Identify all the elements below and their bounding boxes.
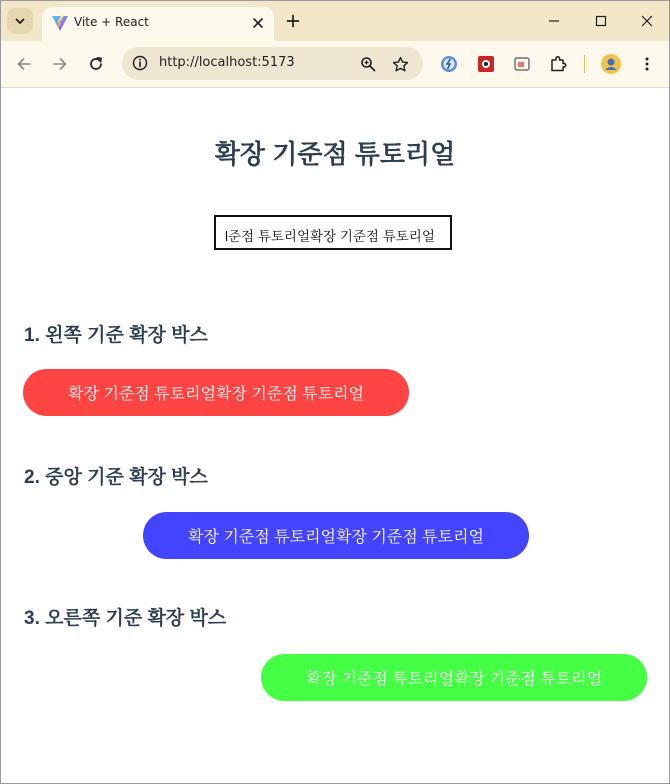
forward-arrow-icon [52,56,68,72]
extensions-puzzle-icon [548,54,568,74]
maximize-button[interactable] [589,9,613,33]
browser-toolbar [1,41,669,88]
site-info-button[interactable] [130,53,150,73]
site-info-icon [132,55,148,71]
more-menu-button[interactable] [636,53,658,75]
vite-logo-icon [51,14,69,32]
marquee-box [214,215,452,250]
extensions-button[interactable] [547,53,569,75]
section-heading-left: 1. 왼쪽 기준 확장 박스 [24,325,208,346]
zoom-icon [360,56,376,72]
minimize-button[interactable] [542,9,566,33]
section-heading-right: 3. 오른쪽 기준 확장 박스 [24,608,227,629]
address-bar[interactable] [122,47,423,80]
reload-icon [88,56,104,72]
tab-title: Vite + React [74,15,149,29]
new-tab-button[interactable] [282,10,304,32]
profile-avatar-icon [600,53,622,75]
minimize-icon [548,15,560,27]
left-origin-expand-box[interactable]: 확장 기준점 튜토리얼확장 기준점 튜토리얼 [23,369,409,416]
back-button[interactable] [12,52,36,76]
tab-strip [1,1,669,41]
url-text[interactable]: http://localhost:5173 [159,55,295,70]
forward-button[interactable] [48,52,72,76]
bookmark-button[interactable] [389,53,411,75]
tab-search-button[interactable] [7,8,33,34]
extension-blue-button[interactable] [438,53,460,75]
star-icon [392,56,409,73]
section-heading-center: 2. 중앙 기준 확장 박스 [24,467,208,488]
maximize-icon [595,15,607,27]
extension-red-icon [476,54,496,74]
zoom-button[interactable] [357,53,379,75]
tab-close-button[interactable] [248,13,268,33]
page-title: 확장 기준점 튜토리얼 [214,139,456,169]
close-icon [641,15,653,27]
extension-window-icon [512,54,532,74]
extension-red-button[interactable] [475,53,497,75]
extension-blue-icon [439,54,459,74]
page-content [1,88,669,783]
browser-tab[interactable] [42,7,274,41]
center-origin-expand-box[interactable]: 확장 기준점 튜토리얼확장 기준점 튜토리얼 [143,512,529,559]
back-arrow-icon [16,56,32,72]
more-menu-icon [639,56,655,72]
toolbar-divider [584,55,585,73]
window-close-button[interactable] [635,9,659,33]
close-icon [252,17,264,29]
right-origin-expand-box[interactable]: 확장 기준점 튜토리얼확장 기준점 튜토리얼 [261,654,647,701]
extension-window-button[interactable] [511,53,533,75]
chevron-down-icon [14,15,26,27]
reload-button[interactable] [84,52,108,76]
plus-icon [286,14,300,28]
profile-button[interactable] [600,53,622,75]
marquee-text: l준점 튜토리얼확장 기준점 튜토리얼 [225,229,435,244]
